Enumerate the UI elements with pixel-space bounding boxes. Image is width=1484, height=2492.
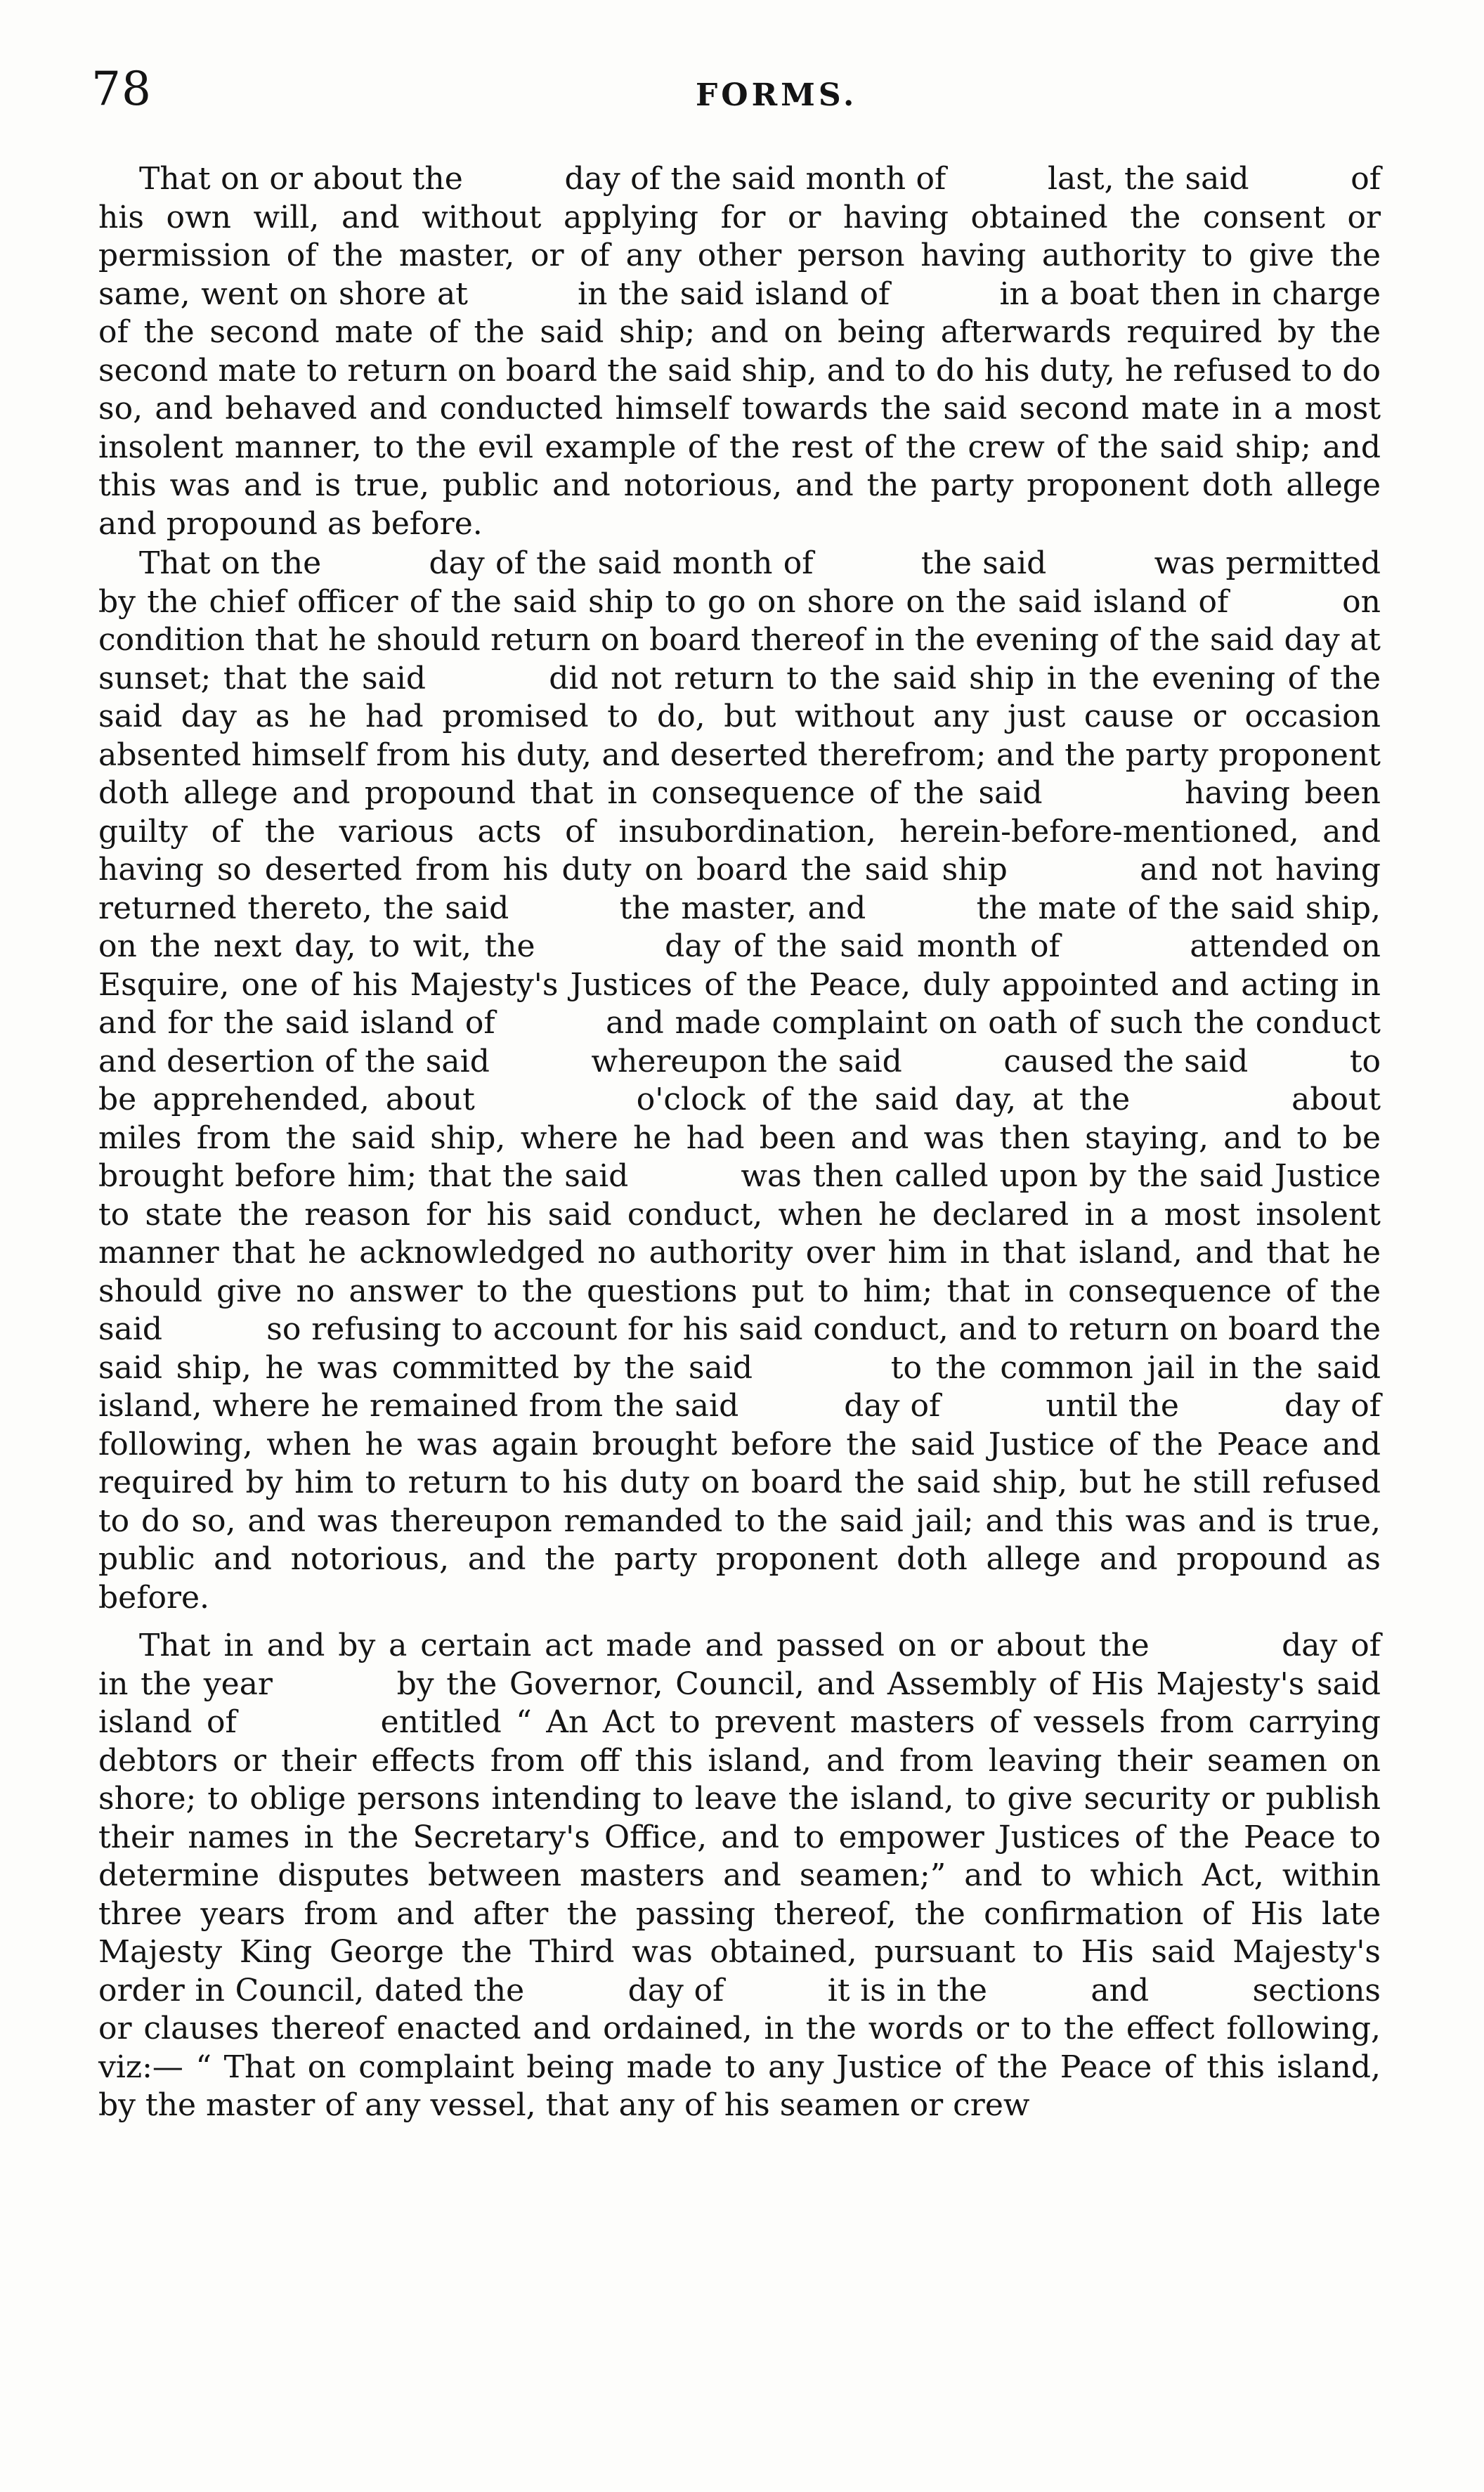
paragraph: That in and by a certain act made and passed on or about the day of in the year by the Governor, Council, and Assembly of His Majesty's said island of entitled “ An Act to prevent masters of vessels from carrying debtors or their effects from off this island, and from leaving their seamen on shore; to oblige persons intending to leave the island, to give security or publish their names in the Secretary's Office, and to empower Justices of the Peace to determine disputes between masters and seamen;” and to which Act, within three years from and after the passing thereof, the confirmation of His late Majesty King George the Third was obtained, pursuant to His said Majesty's order in Council, dated the day of it is in the and sections or clauses thereof enacted and ordained, in the words or to the effect following, viz:— “ That on complaint being made to any Justice of the Peace of this island, by the master of any vessel, that any of his seamen or crew [98, 1628, 1479, 2123]
page-number: 78 [91, 62, 152, 116]
page-header [91, 62, 1370, 139]
paragraph: That on or about the day of the said month of last, the said of his own will, and without applying for or having obtained the consent or permission of the master, or of any other person having authority to give the same, went on shore at in the said island of in a boat then in charge of the second mate of the said ship; and on being afterwards required by the second mate to return on board the said ship, and to do his duty, he refused to do so, and behaved and conducted himself towards the said second mate in a most insolent manner, to the evil example of the rest of the crew of the said ship; and this was and is true, public and notorious, and the party proponent doth allege and propound as before. [98, 161, 1391, 542]
running-head: FORMS. [696, 77, 858, 113]
paragraph: That on the day of the said month of the said was permitted by the chief officer of the said ship to go on shore on the said island of on condition that he should return on board thereof in the evening of the said day at sunset; that the said did not return to the said ship in the evening of the said day as he had promised to do, but without any just cause or occasion absented himself from his duty, and deserted therefrom; and the party proponent doth allege and propound that in consequence of the said having been guilty of the various acts of insubordination, herein-before-mentioned, and having so deserted from his duty on board the said ship and not having returned thereto, the said the master, and the mate of the said ship, on the next day, to wit, the day of the said month of attended on Esquire, one of his Majesty's Justices of the Peace, duly appointed and acting in and for the said island of and made complaint on oath of such the conduct and desertion of the said whereupon the said caused the said to be apprehended, about o'clock of the said day, at the about miles from the said ship, where he had been and was then staying, and to be brought before him; that the said was then called upon by the said Justice to state the reason for his said conduct, when he declared in a most insolent manner that he acknowledged no authority over him in that island, and that he should give no answer to the questions put to him; that in consequence of the said so refusing to account for his said conduct, and to return on board the said ship, he was committed by the said to the common jail in the said island, where he remained from the said day of until the day of following, when he was again brought before the said Justice of the Peace and required by him to return to his duty on board the said ship, but he still refused to do so, and was thereupon remanded to the said jail; and this was and is true, public and notorious, and the party proponent doth allege and propound as before. [98, 545, 1479, 1616]
body-text [98, 160, 1479, 2125]
